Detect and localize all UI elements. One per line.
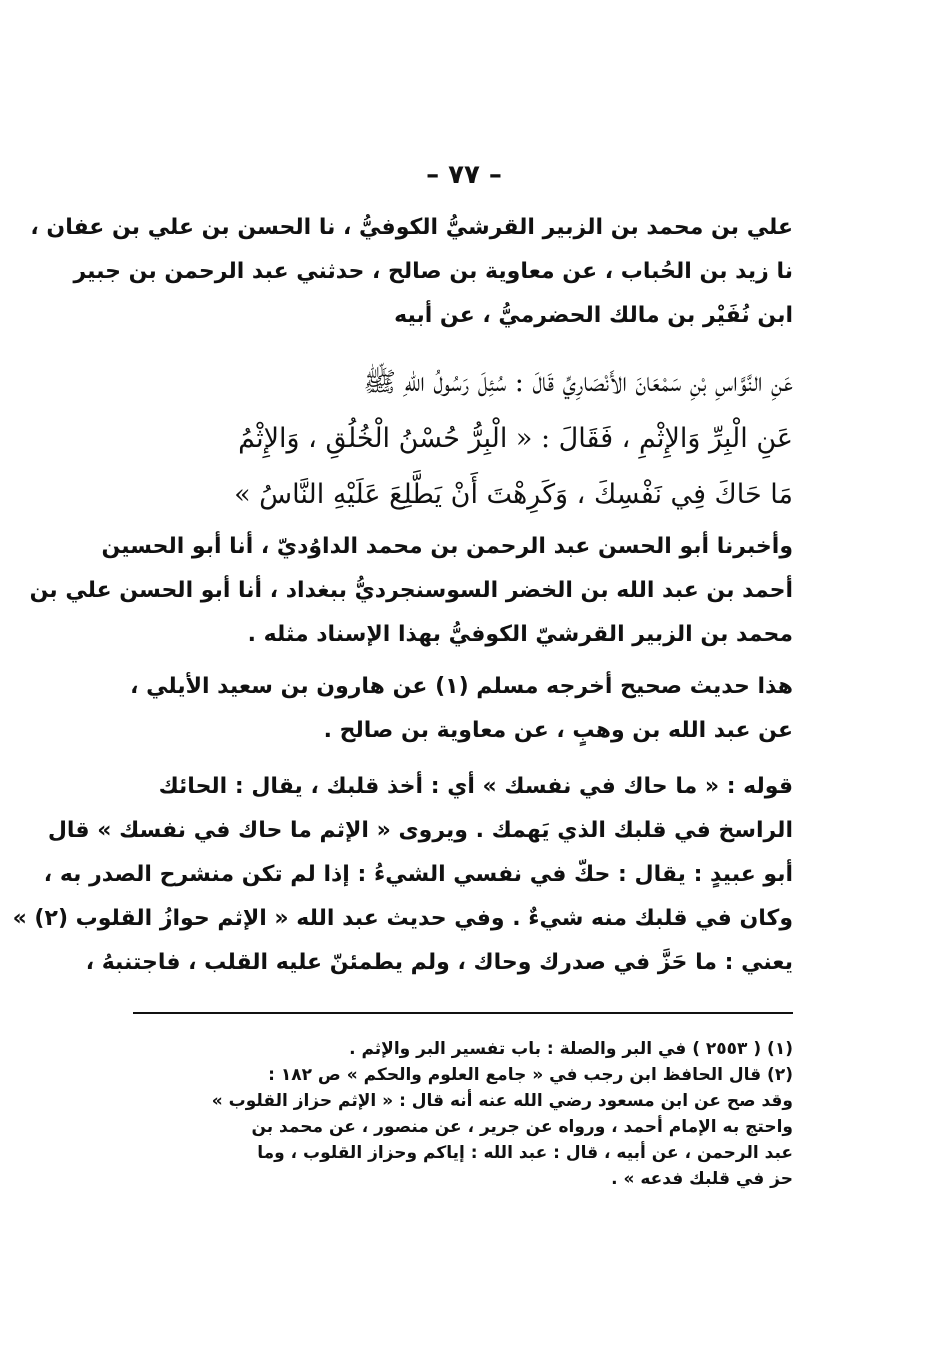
authentication-line: هذا حديث صحيح أخرجه مسلم (١) عن هارون بن سعيد الأيلي ، <box>130 674 793 699</box>
isnad-paragraph <box>30 206 793 338</box>
hadith-line: عَنِ النَّوَّاسِ بْنِ سَمْعَانَ الأَنْصَارِيِّ قَالَ : سُئِلَ رَسُولُ اللهِ ﷺ <box>363 367 793 398</box>
commentary-line: وكان في قلبك منه شيءٌ . وفي حديث عبد الله « الإثم حوازُ القلوب (٢) » <box>12 906 793 931</box>
second-chain-paragraph <box>29 525 793 657</box>
footnote-line: وقد صح عن ابن مسعود رضي الله عنه أنه قال : « الإثم حزاز القلوب » <box>211 1091 793 1111</box>
hadith-line: مَا حَاكَ فِي نَفْسِكَ ، وَكَرِهْتَ أَنْ يَطَّلِعَ عَلَيْهِ النَّاسُ » <box>234 479 793 510</box>
isnad-line: ابن نُفَيْر بن مالك الحضرميُّ ، عن أبيه <box>394 303 793 328</box>
footnote-divider <box>133 1012 793 1014</box>
commentary-paragraph <box>12 765 793 985</box>
second-chain-line: وأخبرنا أبو الحسن عبد الرحمن بن محمد الداوُديّ ، أنا أبو الحسين <box>101 534 793 559</box>
hadith-text <box>133 355 793 523</box>
footnote-line: عبد الرحمن ، عن أبيه ، قال : عبد الله : إياكم وحزاز القلوب ، وما <box>257 1143 793 1163</box>
footnote-line: واحتج به الإمام أحمد ، ورواه عن جرير ، عن منصور ، عن محمد بن <box>251 1117 793 1137</box>
footnotes <box>133 1036 793 1192</box>
footnote-line: (٢) قال الحافظ ابن رجب في « جامع العلوم والحكم » ص ١٨٢ : <box>268 1065 793 1085</box>
commentary-line: أبو عبيدٍ : يقال : حكّ في نفسي الشيءُ : إذا لم تكن منشرح الصدر به ، <box>43 862 793 887</box>
isnad-line: نا زيد بن الحُباب ، عن معاوية بن صالح ، حدثني عبد الرحمن بن جبير <box>73 259 793 284</box>
authentication-line: عن عبد الله بن وهبٍ ، عن معاوية بن صالح . <box>323 718 793 743</box>
commentary-line: الراسخ في قلبك الذي يَهمك . ويروى « الإثم ما حاك في نفسك » قال <box>47 818 793 843</box>
footnote-line: حز في قلبك فدعه » . <box>611 1169 793 1189</box>
footnote-line: (١) ( ٢٥٥٣ ) في البر والصلة : باب تفسير البر والإثم . <box>349 1039 793 1059</box>
second-chain-line: أحمد بن عبد الله بن الخضر السوسنجرديُّ ببغداد ، أنا أبو الحسن علي بن <box>29 578 793 603</box>
commentary-line: قوله : « ما حاك في نفسك » أي : أخذ قلبك ، يقال : الحائك <box>158 774 793 799</box>
hadith-line: عَنِ الْبِرِّ وَالإِثْمِ ، فَقَالَ : « الْبِرُّ حُسْنُ الْخُلُقِ ، وَالإِثْمُ <box>238 423 793 454</box>
page-number: – ٧٧ – <box>426 160 502 190</box>
commentary-line: يعني : ما حَزَّ في صدرك وحاك ، ولم يطمئنّ عليه القلب ، فاجتنبهُ ، <box>85 950 793 975</box>
authentication-paragraph <box>130 665 793 753</box>
second-chain-line: محمد بن الزبير القرشيّ الكوفيُّ بهذا الإسناد مثله . <box>247 622 793 647</box>
isnad-line: علي بن محمد بن الزبير القرشيُّ الكوفيُّ ، نا الحسن بن علي بن عفان ، <box>30 215 793 240</box>
